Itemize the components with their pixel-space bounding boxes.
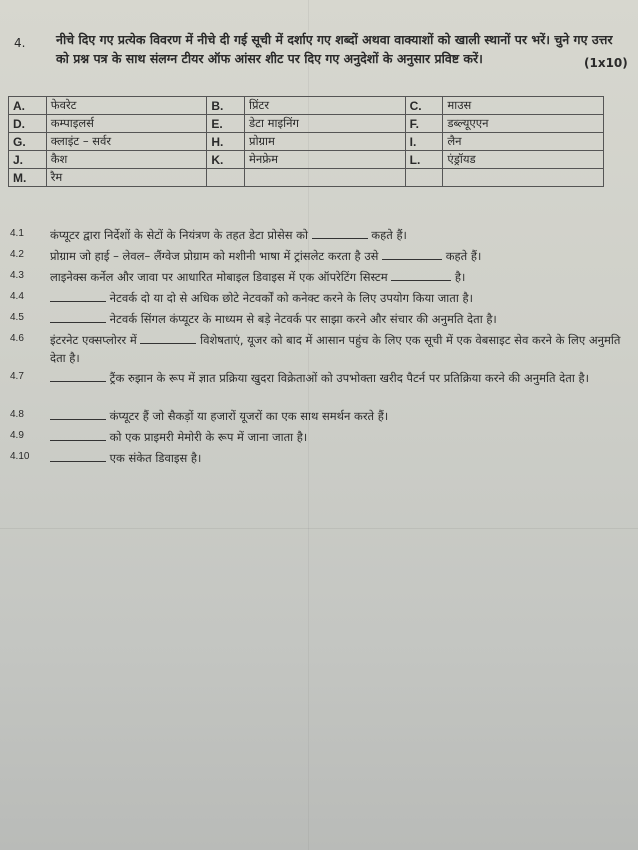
answer-blank[interactable] [50,430,106,441]
option-text: क्लाइंट – सर्वर [46,133,207,151]
option-text: प्रोग्राम [245,133,406,151]
item-number: 4.9 [10,430,24,441]
table-row [9,169,604,187]
answer-blank[interactable] [50,409,106,420]
list-item [0,449,638,470]
item-number: 4.3 [10,270,24,281]
option-letter: D. [9,115,47,133]
table-row [9,133,604,151]
table-row [9,97,604,115]
item-number: 4.8 [10,409,24,420]
item-number: 4.10 [10,451,30,462]
empty-cell [443,169,604,187]
answer-blank[interactable] [50,371,106,382]
item-text-after: नेटवर्क सिंगल कंप्यूटर के माध्यम से बड़े नेटवर्क पर साझा करने और संचार की अनुमति देता है। [106,312,497,326]
table-row [9,115,604,133]
empty-cell [245,169,406,187]
item-number: 4.4 [10,291,24,302]
item-number: 4.6 [10,333,24,344]
item-text-after: कहते हैं। [367,228,407,242]
options-table [8,96,604,187]
option-text: माउस [443,97,604,115]
list-item [0,247,638,268]
list-item [0,369,638,407]
answer-blank[interactable] [382,249,442,260]
empty-cell [207,169,245,187]
option-letter: G. [9,133,47,151]
option-letter: A. [9,97,47,115]
question-number: 4. [14,36,26,50]
answer-blank[interactable] [391,270,451,281]
item-text-before: इंटरनेट एक्सप्लोरर में [50,333,141,347]
list-item [0,331,638,369]
list-item [0,407,638,428]
option-letter: E. [207,115,245,133]
answer-blank[interactable] [312,228,368,239]
item-number: 4.2 [10,249,24,260]
marks-label: (1x10) [584,56,628,70]
option-letter: M. [9,169,47,187]
list-item [0,226,638,247]
fill-blank-list [0,226,638,470]
item-text-after: कहते हैं। [442,249,482,263]
option-text: कम्पाइलर्स [46,115,207,133]
option-text: कैश [46,151,207,169]
item-text-after: कंप्यूटर हैं जो सैकड़ों या हजारों यूजरों का एक साथ समर्थन करते हैं। [106,409,389,423]
list-item [0,428,638,449]
item-number: 4.5 [10,312,24,323]
item-number: 4.7 [10,371,24,382]
answer-blank[interactable] [50,312,106,323]
question-instruction: नीचे दिए गए प्रत्येक विवरण में नीचे दी गई सूची में दर्शाए गए शब्दों अथवा वाक्याशों को खाली स्थानों पर भरें। चुने गए उत्तर को प्रश्न पत्र के साथ संलग्न टीयर ऑफ आंसर शीट पर दिए गए अनुदेशों के अनुसार प्रविष्ट करें। [56,32,613,66]
item-text-after: विशेषताएं, यूजर को बाद में आसान पहुंच के लिए एक सूची में एक वेबसाइट सेव करने के लिए अनुमति देता है। [50,333,621,365]
option-letter: C. [405,97,443,115]
empty-cell [405,169,443,187]
option-letter: J. [9,151,47,169]
list-item [0,289,638,310]
item-text-before: प्रोग्राम जो हाई – लेवल– लैंग्वेज प्रोग्राम को मशीनी भाषा में ट्रांसलेट करता है उसे [50,249,383,263]
option-text: एंड्रॉयड [443,151,604,169]
list-item [0,310,638,331]
option-letter: B. [207,97,245,115]
item-number: 4.1 [10,228,24,239]
answer-blank[interactable] [140,333,196,344]
option-text: प्रिंटर [245,97,406,115]
option-letter: I. [405,133,443,151]
answer-blank[interactable] [50,451,106,462]
item-text-after: है। [451,270,466,284]
table-row [9,151,604,169]
option-text: मेनफ्रेम [245,151,406,169]
answer-blank[interactable] [50,291,106,302]
option-text: लैन [443,133,604,151]
option-text: डब्ल्यूएएन [443,115,604,133]
list-item [0,268,638,289]
item-text-after: को एक प्राइमरी मेमोरी के रूप में जाना जाता है। [106,430,308,444]
item-text-after: ट्रैंक रुझान के रूप में ज्ञात प्रक्रिया खुदरा विक्रेताओं को उपभोक्ता खरीद पैटर्न पर प्रतिक्रिया करने की अनुमति देता है। [106,371,589,385]
option-letter: H. [207,133,245,151]
item-text-before: कंप्यूटर द्वारा निर्देशों के सेटों के नियंत्रण के तहत डेटा प्रोसेस को [50,228,312,242]
option-letter: K. [207,151,245,169]
option-letter: L. [405,151,443,169]
option-text: डेटा माइनिंग [245,115,406,133]
item-text-after: नेटवर्क दो या दो से अधिक छोटे नेटवर्कों को कनेक्ट करने के लिए उपयोग किया जाता है। [106,291,473,305]
item-text-before: लाइनेक्स कर्नेल और जावा पर आधारित मोबाइल डिवाइस में एक ऑपरेटिंग सिस्टम [50,270,392,284]
option-text: रैम [46,169,207,187]
option-letter: F. [405,115,443,133]
item-text-after: एक संकेत डिवाइस है। [106,451,202,465]
option-text: फेवरेट [46,97,207,115]
paper-fold-horizontal [0,528,638,529]
